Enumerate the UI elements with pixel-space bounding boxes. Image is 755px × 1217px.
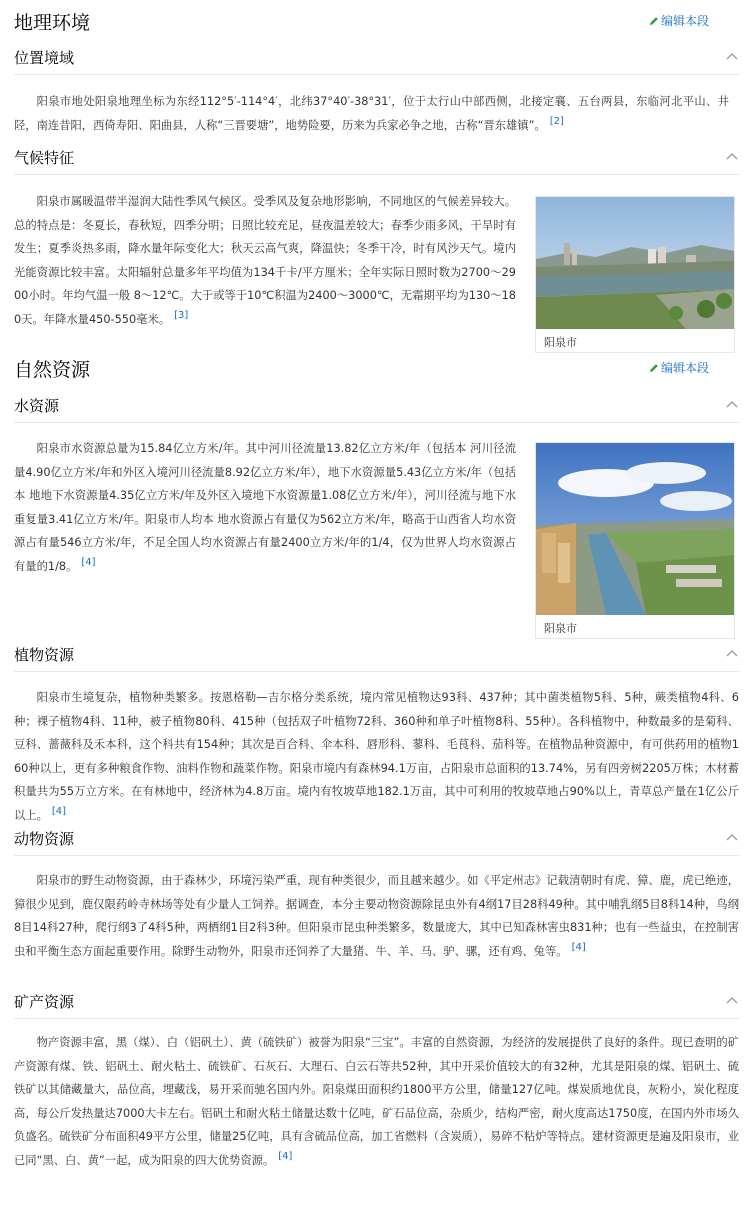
paragraph-text: 阳泉市地处阳泉地理坐标为东经112°5′-114°4′，北纬37°40′-38°31′，位于太行山中部西侧，北接定襄、五台两县，东临河北平山、井陉，南连昔阳，西倚寿阳、阳曲县，人称“三晋要塘”，地势险要，历来为兵家必争之地，古称“晋东雄镇”。 [14, 95, 729, 132]
subsection-title-plants: 植物资源 [14, 646, 75, 664]
subsection-title-minerals: 矿产资源 [14, 993, 75, 1011]
citation-link[interactable]: [2] [549, 115, 564, 127]
edit-section-geo-link[interactable] [649, 13, 709, 29]
edit-section-label: 编辑本段 [660, 361, 709, 375]
citation-link[interactable]: [4] [51, 806, 67, 818]
image-caption: 阳泉市 [536, 615, 734, 638]
city-photo-image [536, 197, 734, 329]
subsection-header-location [14, 44, 739, 75]
paragraph-water [14, 437, 516, 579]
chevron-up-icon[interactable] [725, 150, 739, 164]
edit-section-nature-link[interactable] [649, 360, 709, 376]
citation-link[interactable]: [3] [174, 310, 189, 322]
subsection-header-animals [14, 825, 739, 856]
chevron-up-icon[interactable] [725, 831, 739, 845]
section-heading-nature: 自然资源 [14, 359, 91, 381]
image-caption: 阳泉市 [536, 329, 734, 352]
pencil-icon [649, 363, 659, 373]
chevron-up-icon[interactable] [725, 647, 739, 661]
chevron-up-icon[interactable] [725, 994, 739, 1008]
section-heading-geo: 地理环境 [14, 12, 91, 34]
paragraph-location [14, 90, 729, 137]
paragraph-text: 阳泉市属暖温带半湿润大陆性季风气候区。受季风及复杂地形影响，不同地区的气候差异较大。总的特点是：冬夏长，春秋短，四季分明；日照比较充足，昼夜温差较大；春季少雨多风，干旱时有发生；夏季炎热多雨，降水量年际变化大；秋天云高气爽，降温快；冬季干冷，时有风沙天气。境内光能资源比较丰富。太阳辐射总量多年平均值为134千卡/平方厘米；全年实际日照时数为2700～2900小时。年均气温一般 8～12℃。大于或等于10℃积温为2400～3000℃，无霜期平均为130～180天。年降水量450-550毫米。 [14, 195, 516, 326]
subsection-header-water [14, 392, 739, 423]
citation-link[interactable]: [4] [571, 942, 586, 954]
edit-section-label: 编辑本段 [660, 14, 709, 28]
citation-link[interactable]: [4] [81, 557, 96, 569]
subsection-header-climate [14, 144, 739, 175]
paragraph-plants [14, 686, 739, 828]
pencil-icon [649, 16, 659, 26]
river-photo-image [536, 443, 734, 615]
paragraph-minerals [14, 1031, 739, 1173]
paragraph-climate [14, 190, 516, 332]
image-figure-water[interactable] [535, 442, 735, 639]
paragraph-text: 阳泉市的野生动物资源，由于森林少，环境污染严重，现有种类很少，而且越来越少。如《平定州志》记载清朝时有虎、獐、鹿，虎已绝迹，獐很少见到，鹿仅限药岭寺林场等处有少量人工饲养。据调查，本分主要动物资源除昆虫外有4纲17目28科49种。其中哺乳纲5目8科14种，鸟纲8目14科27种，爬行纲3了4科5种，两栖纲1目2科3种。但阳泉市昆虫种类繁多，数量庞大，其中已知森林害虫831种；也有一些益虫，在控制害虫和平衡生态方面起重要作用。除野生动物外，阳泉市还饲养了大量猪、牛、羊、马、驴、骡，还有鸡、兔等。 [14, 874, 739, 958]
subsection-title-location: 位置境域 [14, 49, 75, 67]
chevron-up-icon[interactable] [725, 50, 739, 64]
paragraph-animals [14, 869, 739, 963]
subsection-header-plants [14, 641, 739, 672]
subsection-title-animals: 动物资源 [14, 830, 75, 848]
paragraph-text: 阳泉市水资源总量为15.84亿立方米/年。其中河川径流量13.82亿立方米/年（包括本 河川径流量4.90亿立方米/年和外区入境河川径流量8.92亿立方米/年），地下水资源量5.43亿立方米/年（包括本 地地下水资源量4.35亿立方米/年及外区入境地下水资源量1.08亿立方米/年），河川径流与地下水重复量3.41亿立方米/年。阳泉市人均本 地水资源占有量仅为562立方米/年，略高于山西省人均水资源占有量546立方米/年，不足全国人均水资源占有量2400立方米/年的1/4，仅为世界人均水资源占有量的1/8。 [14, 442, 516, 573]
citation-link[interactable]: [4] [278, 1151, 293, 1163]
paragraph-text: 物产资源丰富，黑（煤）、白（铝矾土）、黄（硫铁矿）被誉为阳泉“三宝”。丰富的自然资源，为经济的发展提供了良好的条件。现已查明的矿产资源有煤、铁、铝矾土、耐火粘土、硫铁矿、石灰石、大理石、白云石等共52种，其中开采价值较大的有32种，尤其是阳泉的煤、铝矾土、硫铁矿以其储藏量大，品位高，埋藏浅，易开采而驰名国内外。阳泉煤田面积约1800平方公里，储量127亿吨。煤炭质地优良，灰粉小，炭化程度高，每公斤发热量达7000大卡左右。铝矾土和耐火粘土储量达数十亿吨，矿石品位高，杂质少，结构严密，耐火度高达1750度，在国内外市场久负盛名。硫铁矿分布面积49平方公里，储量25亿吨，具有含硫品位高，加工省燃料（含炭质），易碎不粘炉等特点。建材资源更是遍及阳泉市，业已同“黑、白、黄”一起，成为阳泉的四大优势资源。 [14, 1036, 739, 1167]
image-figure-climate[interactable] [535, 196, 735, 353]
subsection-title-climate: 气候特征 [14, 149, 75, 167]
chevron-up-icon[interactable] [725, 398, 739, 412]
subsection-title-water: 水资源 [14, 397, 60, 415]
paragraph-text: 阳泉市生境复杂，植物种类繁多。按恩格勒—吉尔格分类系统，境内常见植物达93科、437种；其中菌类植物5科、5种，蕨类植物4科、6种；裸子植物4科、11种，被子植物80科、415种（包括双子叶植物72科、360种和单子叶植物8科、55种）。各科植物中，种数最多的是菊科、豆科、蔷薇科及禾本科，这个科共有154种；其次是百合科、伞本科、唇形科、蓼科、毛茛科、茄科等。在植物品种资源中，有可供药用的植物160种以上，更有多种粮食作物、油料作物和蔬菜作物。阳泉市境内有森林94.1万亩，占阳泉市总面积的13.74%，另有四旁树2205万株；木材蓄积量共为55万立方米。在有林地中，经济林为4.8万亩。境内有牧坡草地182.1万亩，其中可利用的牧坡草地占90%以上，青草总产量在1亿公斤以上。 [14, 691, 739, 822]
subsection-header-minerals [14, 988, 739, 1019]
